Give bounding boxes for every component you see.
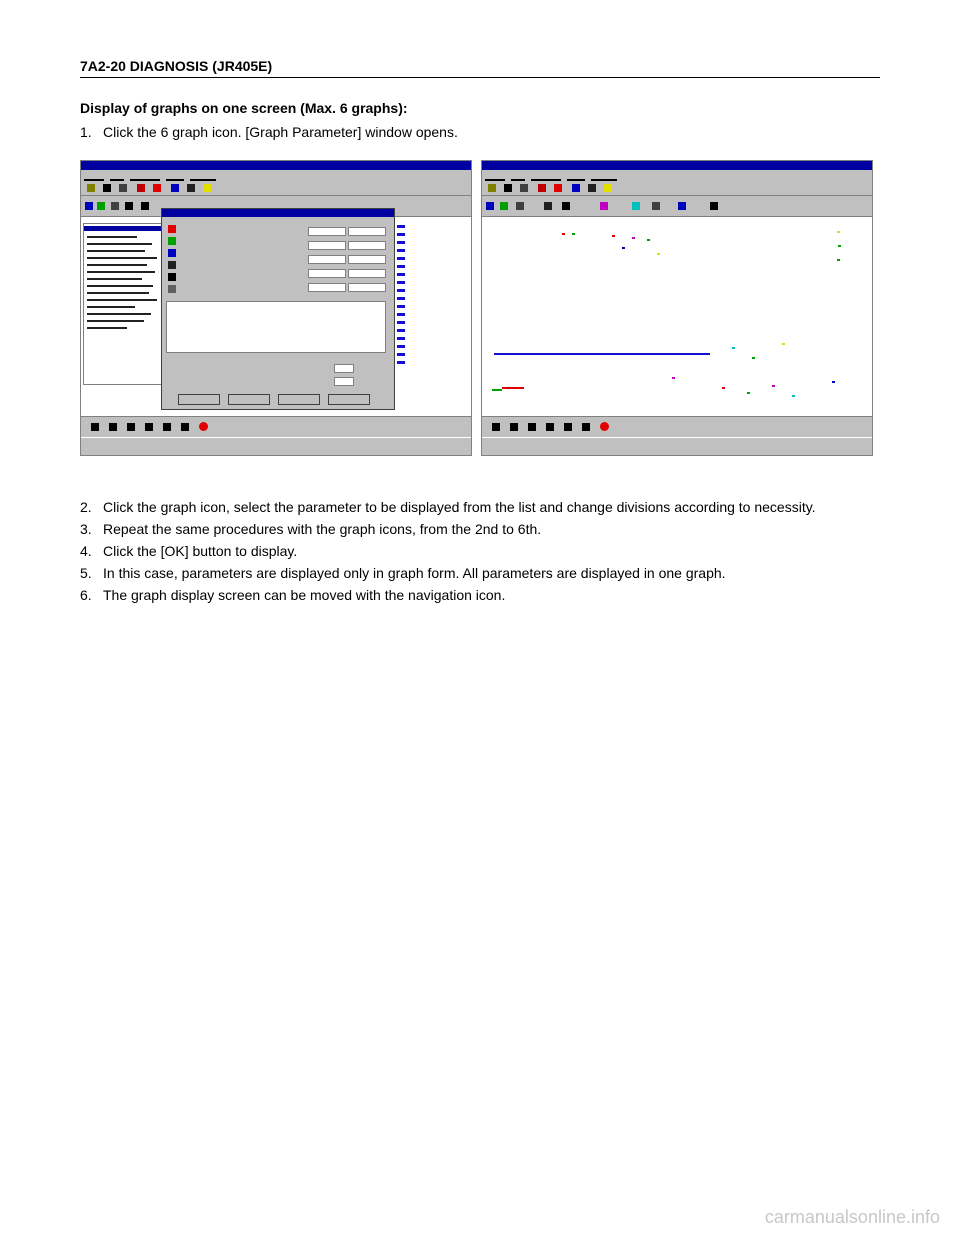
toolbar-icon[interactable] [604, 184, 612, 192]
graph-5-icon[interactable] [168, 273, 176, 281]
navigation-icon[interactable] [91, 423, 99, 431]
menu-bar [482, 171, 872, 181]
toolbar-icon[interactable] [488, 184, 496, 192]
status-bar [81, 437, 471, 455]
graph-area [482, 217, 872, 417]
step-text: Click the 6 graph icon. [Graph Parameter] window opens. [103, 124, 458, 140]
divisions-field[interactable] [348, 269, 386, 278]
watermark: carmanualsonline.info [764, 1207, 940, 1227]
navigation-icon[interactable] [109, 423, 117, 431]
step-text: Click the graph icon, select the parameter to be displayed from the list and change divisions according to necessity. [103, 499, 816, 515]
graph-icon[interactable] [111, 202, 119, 210]
navigation-icon[interactable] [528, 423, 536, 431]
divisions-field[interactable] [308, 241, 346, 250]
navigation-icon[interactable] [582, 423, 590, 431]
step-text: The graph display screen can be moved with the navigation icon. [103, 587, 506, 603]
toolbar-icon[interactable] [203, 184, 211, 192]
dialog-titlebar [162, 209, 394, 217]
navigation-icon[interactable] [127, 423, 135, 431]
steps-list-rest [80, 496, 880, 606]
dialog-button[interactable] [228, 394, 270, 405]
divisions-field[interactable] [308, 227, 346, 236]
navigation-bar [81, 416, 471, 437]
parameter-list-pane[interactable] [83, 223, 163, 385]
record-icon[interactable] [600, 422, 609, 431]
navigation-icon[interactable] [181, 423, 189, 431]
divisions-field[interactable] [348, 283, 386, 292]
six-graph-icon[interactable] [562, 202, 570, 210]
toolbar-icon[interactable] [554, 184, 562, 192]
step-item [80, 584, 880, 606]
graph-icon[interactable] [125, 202, 133, 210]
divisions-field[interactable] [348, 241, 386, 250]
step-number: 5. [80, 565, 92, 581]
step-item [80, 121, 880, 143]
graph-3-icon[interactable] [168, 249, 176, 257]
toolbar-icon[interactable] [504, 184, 512, 192]
page-header: 7A2-20 DIAGNOSIS (JR405E) [80, 58, 880, 78]
menu-bar [81, 171, 471, 181]
six-graph-icon[interactable] [141, 202, 149, 210]
step-number: 1. [80, 124, 92, 140]
step-number: 6. [80, 587, 92, 603]
toolbar-icon[interactable] [187, 184, 195, 192]
divisions-field[interactable] [308, 255, 346, 264]
toolbar-icon[interactable] [572, 184, 580, 192]
graph-icon[interactable] [97, 202, 105, 210]
toolbar-icon[interactable] [119, 184, 127, 192]
step-text: Click the [OK] button to display. [103, 543, 298, 559]
toolbar-icon[interactable] [520, 184, 528, 192]
value-column [397, 225, 405, 365]
step-number: 4. [80, 543, 92, 559]
toolbar-icon[interactable] [588, 184, 596, 192]
toolbar [482, 181, 872, 196]
graph-parameter-dialog [161, 208, 395, 410]
toolbar-icon[interactable] [137, 184, 145, 192]
divisions-field[interactable] [308, 269, 346, 278]
toolbar [81, 181, 471, 196]
graph-icon[interactable] [710, 202, 718, 210]
step-number: 3. [80, 521, 92, 537]
graph-icon[interactable] [544, 202, 552, 210]
navigation-icon[interactable] [564, 423, 572, 431]
dialog-button[interactable] [278, 394, 320, 405]
navigation-icon[interactable] [145, 423, 153, 431]
graph-icon[interactable] [516, 202, 524, 210]
graph-icon[interactable] [678, 202, 686, 210]
step-text: In this case, parameters are displayed only in graph form. All parameters are displayed in one graph. [103, 565, 726, 581]
step-text: Repeat the same procedures with the graph icons, from the 2nd to 6th. [103, 521, 542, 537]
screenshot-graph-display [481, 160, 873, 456]
divisions-field[interactable] [348, 255, 386, 264]
step-item [80, 518, 880, 540]
step-item [80, 562, 880, 584]
step-item [80, 496, 880, 518]
selected-row[interactable] [84, 226, 162, 231]
graph-toolbar [482, 196, 872, 217]
graph-trace-green [492, 389, 502, 391]
graph-1-icon[interactable] [168, 225, 176, 233]
step-item [80, 540, 880, 562]
window-titlebar [81, 161, 471, 170]
option-field[interactable] [334, 364, 354, 373]
graph-icon[interactable] [486, 202, 494, 210]
toolbar-icon[interactable] [171, 184, 179, 192]
cancel-button[interactable] [328, 394, 370, 405]
navigation-icon[interactable] [546, 423, 554, 431]
graph-icon[interactable] [600, 202, 608, 210]
window-titlebar [482, 161, 872, 170]
graph-4-icon[interactable] [168, 261, 176, 269]
step-number: 2. [80, 499, 92, 515]
divisions-field[interactable] [348, 227, 386, 236]
record-icon[interactable] [199, 422, 208, 431]
graph-2-icon[interactable] [168, 237, 176, 245]
navigation-icon[interactable] [163, 423, 171, 431]
toolbar-icon[interactable] [153, 184, 161, 192]
graph-icon[interactable] [85, 202, 93, 210]
screenshot-graph-parameter-window [80, 160, 472, 456]
ok-button[interactable] [178, 394, 220, 405]
graph-icon[interactable] [500, 202, 508, 210]
option-field[interactable] [334, 377, 354, 386]
graph-icon[interactable] [652, 202, 660, 210]
steps-list-first [80, 121, 880, 143]
graph-icon[interactable] [632, 202, 640, 210]
navigation-icon[interactable] [510, 423, 518, 431]
toolbar-icon[interactable] [538, 184, 546, 192]
toolbar-icon[interactable] [87, 184, 95, 192]
graph-trace-red [502, 387, 524, 389]
divisions-field[interactable] [308, 283, 346, 292]
navigation-bar [482, 416, 872, 437]
graph-trace-blue [494, 353, 710, 355]
navigation-icon[interactable] [492, 423, 500, 431]
section-title: Display of graphs on one screen (Max. 6 graphs): [80, 100, 408, 116]
parameter-select-list[interactable] [166, 301, 386, 353]
status-bar [482, 437, 872, 455]
graph-6-icon[interactable] [168, 285, 176, 293]
toolbar-icon[interactable] [103, 184, 111, 192]
